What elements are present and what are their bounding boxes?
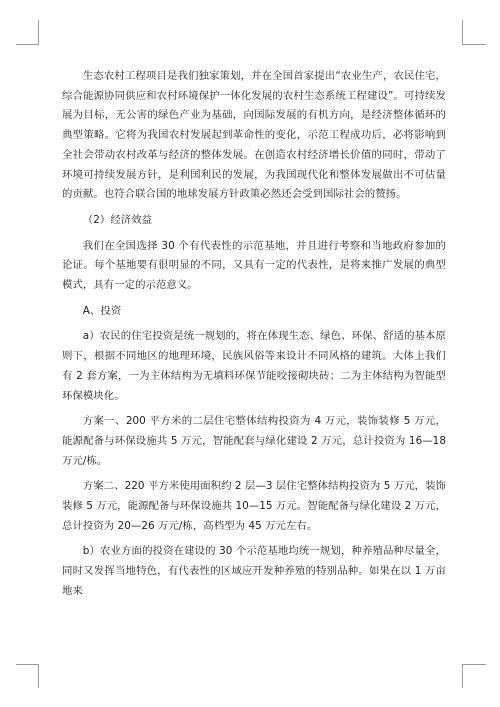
document-body (62, 67, 446, 602)
paragraph-plan-one: 方案一、200 平方米的二层住宅整体结构投资为 4 万元，装饰装修 5 万元，能源配备与环保设施共 5 万元，智能配套与绿化建设 2 万元，总计投资为 16—18 万元/栋。 (62, 415, 446, 467)
section-heading-economic-benefit: （2）经济效益 (82, 213, 153, 226)
paragraph-demo-bases: 我们在全国选择 30 个有代表性的示范基地，并且进行考察和当地政府参加的论证。每个基地要有很明显的不同，又具有一定的代表性，是将来推广发展的典型模式，具有一定的示范意义。 (62, 239, 446, 292)
crop-mark-top-right (462, 44, 486, 45)
paragraph-project-intro: 生态农村工程项目是我们独家策划，并在全国首家提出“农业生产，农民住宅，综合能源协同供应和农村环境保护一体化发展的农村生态系统工程建设”。可持续发展为目标，无公害的绿色产业为基础，向国际发展的有机方向，是经济整体循环的典型策略。它将为我国农村发展起到革命性的变化，示范工程成功后，必将影响到全社会带动农村改革与经济的整体发展。在创造农村经济增长价值的同时，带动了环境可持续发展方针，是利国利民的发展，为我国现代化和整体发展做出不可估量的贡献。也符合联合国的地球发展方针政策必然还会受到国际社会的赞扬。 (62, 70, 446, 201)
paragraph-plan-two: 方案二、220 平方米使用面积约 2 层—3 层住宅整体结构投资为 5 万元，装饰装修 5 万元，能源配备与环保设施共 10—15 万元。智能配备与绿化建设 2 万元，总计投资为 20—26 万元/栋，高档型为 45 万元左右。 (62, 480, 446, 532)
crop-mark-bottom-right (462, 664, 486, 665)
crop-mark-top-right (462, 20, 463, 44)
subheading-investment: A、投资 (82, 304, 122, 317)
crop-mark-top-left (16, 44, 39, 45)
crop-mark-top-left (38, 20, 39, 44)
paragraph-housing-investment: a）农民的住宅投资是统一规划的，将在体现生态、绿色、环保、舒适的基本原则下，根据不同地区的地理环境，民族风俗等来设计不同风格的建筑。大体上我们有 2 套方案，一为主体结构为无填料环保节能咬接砌块砖；二为主体结构为智能型环保模块化。 (62, 330, 446, 402)
crop-mark-bottom-left (16, 664, 39, 665)
crop-mark-bottom-left (38, 664, 39, 688)
paragraph-agriculture-investment: b）农业方面的投资在建设的 30 个示范基地均统一规划，种养殖品种尽量全，同时又发挥当地特色，有代表性的区域应开发种养殖的特别品种。如果在以 1 万亩地来 (62, 545, 446, 597)
crop-mark-bottom-right (462, 664, 463, 688)
